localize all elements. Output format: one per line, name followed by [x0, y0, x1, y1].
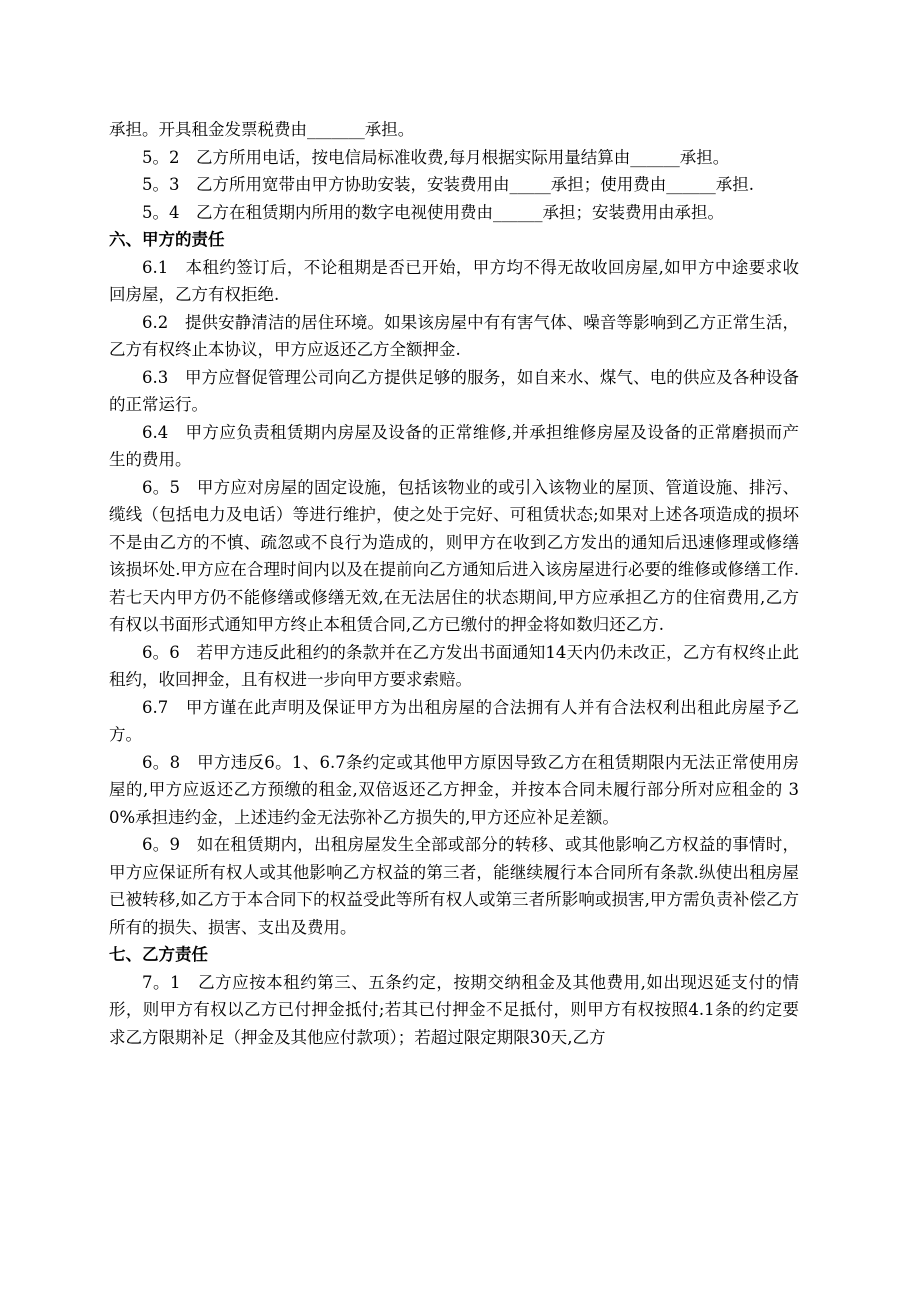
- clause-paragraph: 6.1 本租约签订后，不论租期是否已开始，甲方均不得无故收回房屋,如甲方中途要求收回房屋，乙方有权拒绝.: [109, 257, 799, 304]
- continued-paragraph: 承担。开具租金发票税费由_______承担。: [109, 120, 415, 139]
- section-heading: 六、甲方的责任: [109, 230, 225, 249]
- clause-paragraph: 6.2 提供安静清洁的居住环境。如果该房屋中有有害气体、噪音等影响到乙方正常生活，乙方有权终止本协议，甲方应返还乙方全额押金.: [109, 312, 799, 359]
- clause-paragraph: 6。9 如在租赁期内，出租房屋发生全部或部分的转移、或其他影响乙方权益的事情时，甲方应保证所有权人或其他影响乙方权益的第三者，能继续履行本合同所有条款.纵使出租房屋已被转移,如乙方于本合同下的权益受此等所有权人或第三者所影响或损害,甲方需负责补偿乙方所有的损失、损害、支出及费用。: [109, 835, 799, 937]
- section-heading: 七、乙方责任: [109, 945, 208, 964]
- clause-paragraph: 6.3 甲方应督促管理公司向乙方提供足够的服务，如自来水、煤气、电的供应及各种设备的正常运行。: [109, 367, 799, 414]
- clause-paragraph: 5。3 乙方所用宽带由甲方协助安装，安装费用由_____承担；使用费由______承担.: [142, 175, 754, 194]
- clause-paragraph: 6。6 若甲方违反此租约的条款并在乙方发出书面通知14天内仍未改正，乙方有权终止此租约，收回押金，且有权进一步向甲方要求索赔。: [109, 642, 799, 689]
- clause-paragraph: 6.4 甲方应负责租赁期内房屋及设备的正常维修,并承担维修房屋及设备的正常磨损而产生的费用。: [109, 422, 799, 469]
- clause-paragraph: 5。2 乙方所用电话，按电信局标准收费,每月根据实际用量结算由______承担。: [142, 147, 730, 167]
- clause-paragraph: 6。8 甲方违反6。1、6.7条约定或其他甲方原因导致乙方在租赁期限内无法正常使用房屋的,甲方应返还乙方预缴的租金,双倍返还乙方押金，并按本合同未履行部分所对应租金的 30%承担违约金，上述违约金无法弥补乙方损失的,甲方还应补足差额。: [109, 752, 799, 827]
- clause-paragraph: 6.7 甲方谨在此声明及保证甲方为出租房屋的合法拥有人并有合法权利出租此房屋予乙方。: [109, 697, 799, 744]
- document-body: [109, 116, 799, 1051]
- clause-paragraph: 5。4 乙方在租赁期内所用的数字电视使用费由______承担；安装费用由承担。: [142, 202, 724, 222]
- clause-paragraph: 7。1 乙方应按本租约第三、五条约定，按期交纳租金及其他费用,如出现迟延支付的情形，则甲方有权以乙方已付押金抵付;若其已付押金不足抵付，则甲方有权按照4.1条的约定要求乙方限期补足（押金及其他应付款项）；若超过限定期限30天,乙方: [109, 972, 799, 1047]
- clause-paragraph: 6。5 甲方应对房屋的固定设施，包括该物业的或引入该物业的屋顶、管道设施、排污、缆线（包括电力及电话）等进行维护，使之处于完好、可租赁状态;如果对上述各项造成的损坏不是由乙方的不慎、疏忽或不良行为造成的，则甲方在收到乙方发出的通知后迅速修理或修缮该损坏处.甲方应在合理时间内以及在提前向乙方通知后进入该房屋进行必要的维修或修缮工作.若七天内甲方仍不能修缮或修缮无效,在无法居住的状态期间,甲方应承担乙方的住宿费用,乙方有权以书面形式通知甲方终止本租赁合同,乙方已缴付的押金将如数归还乙方.: [109, 477, 799, 634]
